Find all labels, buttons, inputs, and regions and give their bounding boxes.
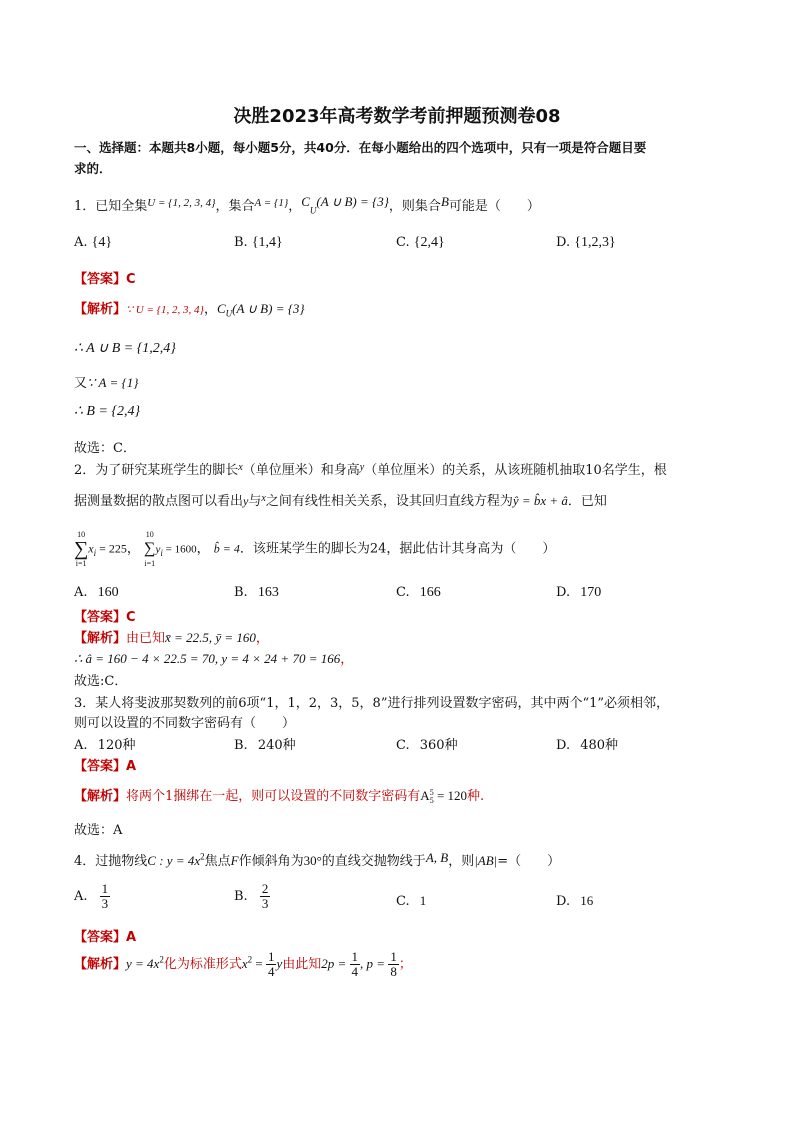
analysis-sep: ，: [255, 631, 269, 646]
sep: ，: [196, 541, 210, 557]
option-value: 170: [580, 585, 602, 600]
q4-text: 过抛物线: [95, 854, 148, 869]
sum-upper: 10: [77, 530, 86, 539]
option-letter: B.: [234, 889, 248, 904]
section-heading-line1: 一、选择题：本题共8小题，每小题5分，共40分．在每小题给出的四个选项中，只有一项是符合题目要: [74, 140, 647, 155]
q2-var-x: x: [261, 493, 266, 504]
q2-text: 之间有线性相关关系，设其回归直线方程为: [265, 494, 513, 509]
q2-var-y: y: [243, 494, 249, 508]
fraction: [388, 950, 399, 979]
q1-option-c: [396, 235, 445, 251]
q4-number: 4．: [74, 854, 96, 869]
q3-line2: 则可以设置的不同数字密码有（ ）: [74, 716, 296, 731]
option-value: 163: [257, 585, 279, 600]
sum1-sub: i: [93, 548, 97, 559]
q2-text: （单位厘米）和身高: [242, 463, 360, 478]
q4-stem: [74, 850, 560, 869]
section-heading-line2: 求的．: [74, 161, 112, 176]
q1-text-e: 可能是（ ）: [448, 199, 540, 214]
fraction-numerator: 1: [267, 949, 275, 964]
q4-focus: F: [230, 853, 239, 868]
q2-conclusion: 故选:C．: [74, 674, 128, 689]
q1-universal-set: U = {1, 2, 3, 4}: [147, 197, 216, 209]
q1-complement-sub: U: [309, 205, 317, 216]
option-value: 480种: [580, 738, 619, 753]
q4-option-d: [556, 893, 593, 909]
q2-option-d: [556, 585, 601, 601]
option-value: 1: [419, 893, 427, 908]
q4-angle: 30°: [303, 853, 322, 868]
sum-upper: 10: [145, 530, 154, 539]
analysis-curve-exp: 2: [159, 954, 164, 965]
option-letter: A.: [74, 738, 88, 753]
q3-answer: [74, 755, 136, 774]
answer-value: C: [126, 610, 136, 625]
fraction-numerator: 2: [261, 881, 269, 896]
q1-text-a: 已知全集: [95, 199, 148, 214]
fraction: [260, 882, 271, 911]
q2-option-b: [234, 585, 279, 601]
q4-text: 焦点: [204, 854, 231, 869]
q4-curve-exp: 2: [200, 851, 205, 862]
arrangement-value: = 120: [433, 788, 468, 803]
fraction-numerator: 1: [390, 949, 397, 964]
option-letter: D.: [556, 738, 571, 753]
q1-option-d: [556, 235, 616, 251]
q2-text: 据测量数据的散点图可以看出: [74, 494, 244, 509]
answer-label: 【答案】: [74, 272, 127, 287]
sum-lower: i=1: [75, 559, 87, 568]
option-letter: A.: [74, 585, 88, 600]
q1-step1: ∴ A ∪ B = {1,2,4}: [74, 341, 176, 356]
option-letter: A.: [74, 889, 88, 904]
q2-text: ．该班某学生的脚长为24，据此估计其身高为（ ）: [239, 541, 556, 557]
answer-label: 【答案】: [74, 610, 127, 625]
sum2-value: = 1600: [162, 543, 197, 556]
q1-number: 1．: [74, 199, 96, 214]
sum-lower: i=1: [144, 559, 156, 568]
option-letter: C.: [396, 235, 410, 250]
option-value: {1,4}: [251, 235, 283, 250]
q4-analysis: [74, 950, 412, 979]
option-letter: B.: [234, 235, 248, 250]
option-letter: D.: [556, 235, 571, 250]
fraction-denominator: 4: [267, 964, 275, 979]
q2-var-y: y: [359, 462, 365, 473]
answer-value: A: [126, 759, 137, 774]
fraction-denominator: 3: [261, 896, 269, 911]
q1-complement-condition: (A ∪ B) = {3}: [316, 194, 389, 209]
q2-text: 与: [248, 494, 262, 509]
option-letter: D.: [556, 585, 571, 600]
analysis-2p: 2p =: [321, 956, 350, 971]
option-value: {2,4}: [413, 235, 445, 250]
analysis-text: 化为标准形式: [163, 957, 242, 972]
q1-answer: [74, 268, 136, 287]
step-text: 又: [74, 376, 88, 391]
sum-symbol: [74, 530, 88, 568]
fraction-numerator: 1: [351, 949, 359, 964]
fraction-denominator: 4: [351, 964, 359, 979]
analysis-var-x: x: [241, 956, 248, 971]
q4-points: A, B: [425, 850, 449, 865]
q4-option-c: [396, 893, 426, 909]
analysis-label: 【解析】: [74, 789, 127, 804]
answer-label: 【答案】: [74, 930, 127, 945]
analysis-complement-condition: (A ∪ B) = {3}: [232, 301, 305, 316]
analysis-text: 由已知: [126, 631, 166, 646]
q4-text: =（ ）: [497, 854, 561, 869]
analysis-text: 由此知: [282, 957, 322, 972]
option-value: 240种: [257, 738, 296, 753]
q4-text: 作倾斜角为: [238, 854, 304, 869]
q1-text-d: ，则集合: [388, 199, 441, 214]
fraction: [350, 950, 361, 979]
sum2-sub: i: [160, 548, 163, 559]
analysis-sep: ，: [203, 302, 217, 317]
q3-option-b: [234, 734, 296, 753]
q3-analysis: [74, 785, 484, 805]
analysis-label: 【解析】: [74, 302, 127, 317]
q2-text: 为了研究某班学生的脚长: [95, 463, 239, 478]
option-letter: B.: [234, 738, 248, 753]
q2-text: ．已知: [567, 494, 607, 509]
step-end: ，: [340, 652, 354, 667]
option-value: {1,2,3}: [574, 235, 616, 250]
answer-value: C: [126, 272, 136, 287]
q3-number: 3．: [74, 696, 96, 711]
q2-line2: [74, 490, 607, 509]
analysis-curve: y = 4x: [126, 956, 160, 971]
q3-option-c: [396, 734, 458, 753]
fraction-denominator: 8: [390, 964, 397, 979]
q3-text: 某人将斐波那契数列的前6项“1，1，2，3，5，8”进行排列设置数字密码，其中两个“1”必须相邻，: [95, 696, 670, 711]
option-letter: D.: [556, 894, 571, 909]
sep: ，: [126, 541, 140, 557]
q2-option-a: [74, 585, 119, 601]
analysis-var-y: y: [276, 956, 283, 971]
analysis-text: 将两个1捆绑在一起，则可以设置的不同数字密码有: [126, 789, 421, 804]
sum2-var: y: [155, 543, 161, 556]
option-value: 120种: [97, 738, 136, 753]
analysis-complement-symbol: C: [216, 301, 226, 316]
fraction: [100, 882, 111, 911]
q3-line1: [74, 692, 669, 711]
arrangement-sub: 5: [429, 795, 434, 805]
fraction-denominator: 3: [101, 896, 109, 911]
q2-option-c: [396, 585, 441, 601]
q3-conclusion: 故选：A: [74, 823, 123, 838]
answer-label: 【答案】: [74, 759, 127, 774]
option-letter: C.: [396, 738, 410, 753]
option-value: 360种: [419, 738, 458, 753]
q2-var-x: x: [238, 462, 243, 473]
sum1-value: = 225: [96, 541, 127, 556]
analysis-end: ；: [398, 957, 412, 972]
q2-text: （单位厘米）的关系，从该班随机抽取10名学生，根: [364, 463, 667, 478]
analysis-p: , p =: [360, 956, 389, 971]
q2-line3: [74, 530, 555, 568]
option-value: {4}: [91, 235, 113, 250]
q4-curve: C : y = 4x: [147, 853, 201, 868]
q4-text: ，则: [448, 854, 475, 869]
q2-number: 2．: [74, 463, 96, 478]
q2-regression-equation: ŷ = b̂x + â: [512, 493, 568, 508]
q1-analysis: [74, 298, 305, 319]
arrangement-sup: 5: [429, 787, 434, 797]
sum-symbol: [144, 530, 155, 568]
option-letter: B.: [234, 585, 248, 600]
fraction-numerator: 1: [101, 881, 109, 896]
sum1-var: x: [88, 541, 94, 556]
q2-line1: [74, 459, 667, 478]
q4-text: 的直线交抛物线于: [321, 854, 426, 869]
q1-text-b: ，集合: [215, 199, 255, 214]
q4-option-a: [74, 882, 110, 911]
q2-answer: [74, 606, 136, 625]
q2-analysis: [74, 627, 269, 646]
q2-step1: [74, 648, 353, 667]
analysis-label: 【解析】: [74, 631, 127, 646]
analysis-text: 种.: [467, 789, 485, 804]
option-letter: C.: [396, 894, 410, 909]
q2-slope: b̂ = 4: [213, 541, 240, 556]
q1-text-c: ，: [288, 199, 302, 214]
analysis-means: x̄ = 22.5, ȳ = 160: [165, 630, 256, 645]
q4-answer: [74, 926, 136, 945]
q1-complement-symbol: C: [301, 194, 310, 209]
analysis-equals: =: [252, 956, 266, 971]
q1-set-a: A = {1}: [254, 197, 289, 209]
sigma-icon: ∑: [144, 540, 156, 557]
option-letter: C.: [396, 585, 410, 600]
step-math: ∵ A = {1}: [87, 375, 139, 390]
q1-set-b: B: [440, 194, 449, 209]
sigma-icon: ∑: [74, 538, 89, 560]
page-title: 决胜2023年高考数学考前押题预测卷08: [233, 106, 561, 127]
analysis-universal-set: ∵ U = {1, 2, 3, 4}: [126, 304, 204, 316]
option-value: 166: [419, 585, 441, 600]
q3-option-a: [74, 734, 136, 753]
q1-conclusion: 故选：C．: [74, 441, 136, 456]
fraction: [266, 950, 277, 979]
step-math: ∴ â = 160 − 4 × 22.5 = 70, y = 4 × 24 + 70 = 166: [74, 651, 341, 666]
q1-option-a: [74, 235, 112, 251]
option-value: 160: [97, 585, 119, 600]
arrangement-symbol: A: [420, 788, 430, 803]
q4-option-b: [234, 882, 270, 911]
q1-stem: [74, 195, 540, 216]
q4-abs-ab: |AB|: [474, 853, 498, 868]
q1-step2: [74, 372, 138, 391]
analysis-complement-sub: U: [225, 308, 233, 319]
answer-value: A: [126, 930, 137, 945]
option-value: 16: [580, 893, 594, 908]
analysis-label: 【解析】: [74, 957, 127, 972]
option-letter: A.: [74, 235, 88, 250]
q1-step3: ∴ B = {2,4}: [74, 404, 141, 419]
q1-option-b: [234, 235, 283, 251]
analysis-var-x-exp: 2: [247, 954, 253, 965]
q3-option-d: [556, 734, 618, 753]
